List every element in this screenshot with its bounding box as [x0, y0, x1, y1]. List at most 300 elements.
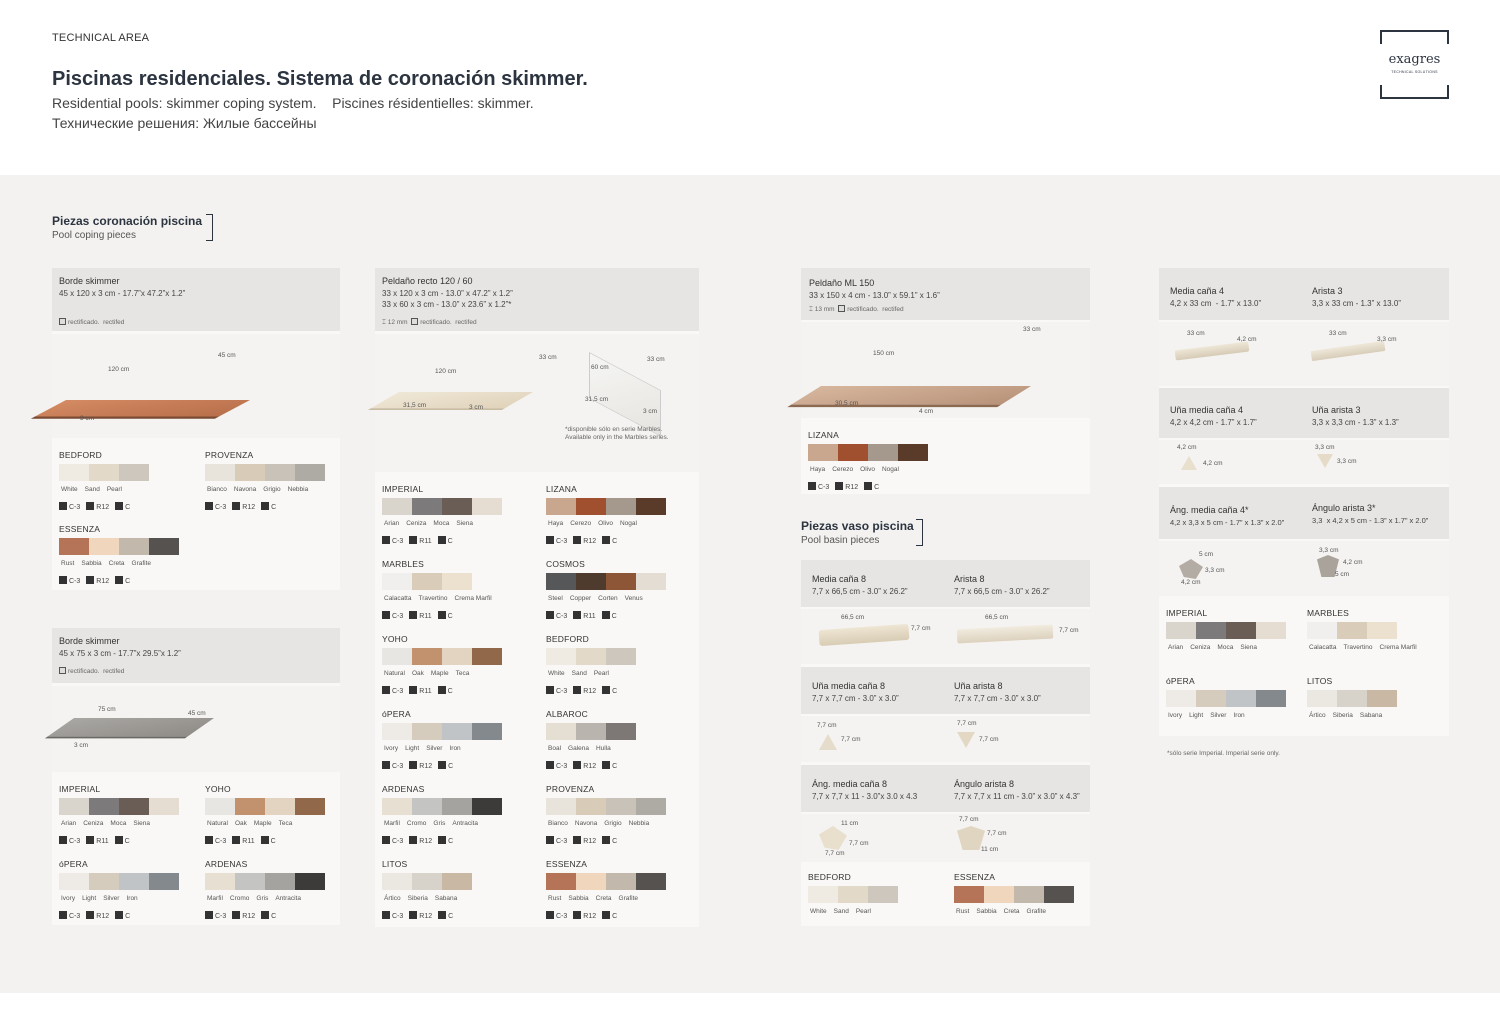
thickness-icon: ⌶ — [809, 306, 813, 313]
color-swatch — [954, 886, 984, 903]
spec-label: R12 — [583, 838, 597, 845]
color-names — [1168, 644, 1264, 651]
color-swatch — [205, 464, 235, 481]
coping-section-title: Piezas coronación piscina — [52, 214, 203, 228]
spec-icon — [382, 611, 390, 619]
color-swatch — [382, 873, 412, 890]
color-swatch — [89, 538, 119, 555]
color-names — [548, 595, 650, 602]
color-swatch — [89, 873, 119, 890]
color-name: Oak — [234, 820, 247, 827]
spec-label: C — [270, 838, 276, 845]
collection-imperial — [52, 776, 194, 847]
dim-length: 120 cm — [108, 366, 130, 373]
una-media-cana-shape — [819, 734, 837, 750]
thickness-label: 12 mm — [387, 319, 408, 326]
spec-icon — [546, 911, 554, 919]
color-names — [548, 670, 616, 677]
color-swatch — [1307, 690, 1337, 707]
una-arista-shape — [1317, 454, 1333, 468]
product-illustration — [801, 814, 1090, 862]
color-swatch — [1367, 690, 1397, 707]
color-name: Ivory — [384, 745, 399, 752]
spec-icon — [409, 761, 417, 769]
color-swatches — [954, 886, 1074, 903]
color-swatches — [1307, 690, 1397, 707]
color-names — [384, 520, 480, 527]
angulo-media-cana-shape — [1179, 559, 1203, 579]
color-name: Marfil — [207, 895, 223, 902]
color-name: Haya — [548, 520, 564, 527]
color-swatches — [546, 648, 636, 665]
product-illustration — [801, 609, 1090, 664]
color-name: Teca — [455, 670, 470, 677]
color-swatch — [868, 886, 898, 903]
spec-label: R12 — [96, 504, 110, 511]
color-swatch — [1226, 690, 1256, 707]
dim-thickness: 3 cm — [74, 742, 89, 749]
spec-label: R12 — [583, 913, 597, 920]
technical-icons — [382, 761, 459, 770]
spec-icon — [602, 686, 610, 694]
color-swatches — [205, 873, 325, 890]
product-title: Media caña 8 — [812, 574, 867, 584]
collection-name: BEDFORD — [59, 450, 102, 460]
collection-lizana — [539, 476, 699, 547]
color-swatch — [149, 538, 179, 555]
color-swatch — [1196, 622, 1226, 639]
technical-icons — [59, 576, 136, 585]
color-swatch — [606, 873, 636, 890]
color-swatch — [576, 648, 606, 665]
collection-name: LITOS — [382, 859, 408, 869]
spec-label: C — [124, 838, 130, 845]
color-name: Arian — [61, 820, 77, 827]
collection-cosmos — [539, 551, 699, 622]
spec-icon — [232, 911, 240, 919]
collection-bedford — [52, 442, 194, 512]
page-title: Piscinas residenciales. Sistema de coronación skimmer. — [52, 68, 588, 90]
spec-label: R12 — [242, 913, 256, 920]
spec-label: R12 — [96, 913, 110, 920]
spec-icon — [573, 686, 581, 694]
collection-marbles — [1300, 600, 1449, 664]
collection-name: MARBLES — [382, 559, 425, 569]
color-swatches — [808, 444, 928, 461]
color-swatch — [149, 798, 179, 815]
color-swatch — [1367, 622, 1397, 639]
product-dimensions: 7,7 x 66,5 cm - 3.0” x 26.2” — [954, 587, 1050, 596]
color-swatches — [1166, 690, 1286, 707]
collection-name: YOHO — [205, 784, 231, 794]
collection-imperial — [375, 476, 535, 547]
collection-name: ARDENAS — [205, 859, 248, 869]
finish-rectified — [59, 318, 124, 326]
spec-label: R12 — [583, 688, 597, 695]
dim-width: 3,3 cm — [1377, 336, 1397, 343]
color-name: Silver — [426, 745, 443, 752]
spec-icon — [808, 482, 816, 490]
spec-icon — [205, 836, 213, 844]
subtitle-ru: Технические решения: Жилые бассейны — [52, 115, 317, 131]
color-swatch — [295, 798, 325, 815]
product-title: Uña arista 8 — [954, 681, 1003, 691]
color-swatches — [1307, 622, 1397, 639]
product-title: Media caña 4 — [1170, 286, 1225, 296]
spec-label: C — [448, 763, 454, 770]
product-dimensions: 7,7 x 7,7 cm - 3.0” x 3.0” — [954, 694, 1041, 703]
spec-icon — [573, 911, 581, 919]
collection-name: ARDENAS — [382, 784, 425, 794]
spec-icon — [409, 686, 417, 694]
logo-frame-top — [1380, 30, 1449, 44]
color-swatch — [838, 444, 868, 461]
color-swatches — [546, 498, 666, 515]
color-name: Pearl — [106, 486, 122, 493]
dim-nose: 30,5 cm — [835, 400, 859, 407]
color-swatches — [205, 464, 325, 481]
una-media-cana-shape — [1181, 456, 1197, 470]
product-title: Peldaño ML 150 — [809, 278, 875, 288]
color-swatch — [382, 498, 412, 515]
color-name: Siena — [133, 820, 150, 827]
collection-essenza — [947, 864, 1090, 926]
color-swatches — [546, 573, 666, 590]
spec-label: C — [447, 688, 453, 695]
color-swatch — [1256, 622, 1286, 639]
rectified-label: rectifed — [103, 668, 125, 675]
rectificado-label: rectificado. — [68, 668, 100, 675]
spec-icon — [438, 536, 446, 544]
color-swatch — [59, 538, 89, 555]
color-name: Sand — [84, 486, 100, 493]
spec-icon — [115, 836, 123, 844]
technical-icons — [59, 911, 136, 920]
color-swatch — [1166, 622, 1196, 639]
collection-ardenas — [198, 851, 340, 923]
product-title: Áng. media caña 4* — [1170, 505, 1249, 515]
color-name: Sabbia — [81, 560, 102, 567]
collection-yoho — [198, 776, 340, 847]
collection-name: óPERA — [59, 859, 88, 869]
product-dimensions: 33 x 120 x 3 cm - 13.0” x 47.2” x 1.2” 33 x 60 x 3 cm - 13.0” x 23.6” x 1.2”* — [382, 289, 513, 309]
spec-icon — [59, 836, 67, 844]
section-bracket — [206, 214, 213, 241]
peldano-recto-card — [375, 268, 699, 927]
spec-label: C-3 — [69, 578, 81, 585]
color-name: Oak — [411, 670, 424, 677]
collection-name: ESSENZA — [59, 524, 101, 534]
color-name: Cromo — [229, 895, 250, 902]
color-name: Ivory — [1168, 712, 1183, 719]
collection-marbles — [375, 551, 535, 622]
card-header — [801, 560, 1090, 607]
spec-label: R11 — [419, 613, 432, 620]
spec-icon — [835, 482, 843, 490]
dim-a: 5 cm — [1199, 551, 1214, 558]
color-names — [207, 895, 308, 902]
spec-label: C — [125, 504, 131, 511]
color-swatch — [546, 873, 576, 890]
color-swatch — [576, 873, 606, 890]
color-swatch — [1166, 690, 1196, 707]
slab-shape — [45, 718, 214, 738]
product-title: Uña arista 3 — [1312, 405, 1361, 415]
spec-label: C-3 — [392, 538, 404, 545]
color-name: Travertino — [418, 595, 448, 602]
technical-icons — [382, 686, 459, 695]
color-name: Sabbia — [568, 895, 589, 902]
color-swatch — [235, 464, 265, 481]
dim-a: 11 cm — [841, 820, 859, 827]
rectified-icon — [838, 305, 845, 312]
color-name: Grigio — [604, 820, 622, 827]
spec-icon — [602, 911, 610, 919]
rectified-label: rectifed — [882, 306, 904, 313]
spec-label: C-3 — [392, 763, 404, 770]
color-name: Creta — [1003, 908, 1020, 915]
spec-label: C — [612, 763, 618, 770]
product-title: Ángulo arista 8 — [954, 779, 1015, 789]
spec-label: C-3 — [556, 688, 568, 695]
spec-label: C-3 — [556, 538, 568, 545]
spec-icon — [261, 836, 269, 844]
card-header — [801, 268, 1090, 320]
color-name: Natural — [207, 820, 228, 827]
technical-icons — [546, 911, 623, 920]
color-name: Olivo — [860, 466, 875, 473]
color-name: Ivory — [61, 895, 76, 902]
color-swatch — [576, 798, 606, 815]
color-names — [207, 486, 315, 493]
technical-icons — [546, 761, 623, 770]
page-header — [0, 0, 1500, 175]
color-swatch — [606, 723, 636, 740]
color-swatch — [1307, 622, 1337, 639]
spec-icon — [438, 911, 446, 919]
dim-b: 4,2 cm — [1203, 460, 1223, 467]
color-name: Maple — [253, 820, 272, 827]
spec-label: C-3 — [392, 688, 404, 695]
spec-label: R12 — [242, 504, 256, 511]
angulo-media-cana-shape — [819, 826, 847, 850]
basin-section-title: Piezas vaso piscina — [801, 519, 914, 533]
spec-icon — [261, 911, 269, 919]
color-swatch — [576, 723, 606, 740]
color-swatch — [442, 723, 472, 740]
color-swatch — [472, 798, 502, 815]
spec-icon — [86, 911, 94, 919]
color-swatch — [412, 798, 442, 815]
spec-label: R11 — [96, 838, 109, 845]
color-names — [384, 820, 485, 827]
product-title: Uña media caña 4 — [1170, 405, 1244, 415]
spec-icon — [232, 836, 240, 844]
coping-section-subtitle: Pool coping pieces — [52, 230, 136, 241]
color-swatch — [636, 573, 666, 590]
spec-label: C-3 — [215, 838, 227, 845]
thickness-icon: ⌶ — [382, 319, 386, 326]
dim-b: 3,3 cm — [1205, 567, 1225, 574]
spec-label: C — [448, 838, 454, 845]
color-name: Siberia — [1332, 712, 1353, 719]
dim-length: 33 cm — [1187, 330, 1205, 337]
spec-label: C-3 — [818, 484, 830, 491]
color-swatch — [868, 444, 898, 461]
color-swatch — [636, 798, 666, 815]
color-names — [1309, 712, 1389, 719]
collection-name: LITOS — [1307, 676, 1333, 686]
collection-yoho — [375, 626, 535, 697]
color-name: Iron — [1233, 712, 1245, 719]
dim-thickness-60: 3 cm — [643, 408, 658, 415]
product-illustration — [1159, 322, 1449, 386]
color-swatch — [442, 498, 472, 515]
color-name: Sand — [833, 908, 849, 915]
dim-length: 66,5 cm — [841, 614, 865, 621]
spec-label: C — [612, 838, 618, 845]
spec-icon — [115, 911, 123, 919]
collection-name: LIZANA — [546, 484, 577, 494]
color-name: Gris — [256, 895, 269, 902]
dim-c: 7,7 cm — [825, 850, 845, 857]
spec-icon — [573, 761, 581, 769]
product-illustration — [1159, 541, 1449, 596]
borde-skimmer-120-card — [52, 268, 340, 590]
dim-b: 7,7 cm — [987, 830, 1007, 837]
spec-icon — [409, 611, 417, 619]
color-name: Sabana — [434, 895, 458, 902]
color-name: Moca — [110, 820, 127, 827]
technical-icons — [205, 911, 282, 920]
dim-width: 45 cm — [188, 710, 206, 717]
color-swatch — [295, 464, 325, 481]
product-dimensions: 45 x 75 x 3 cm - 17.7”x 29.5”x 1.2” — [59, 649, 181, 658]
collection-name: óPERA — [1166, 676, 1195, 686]
color-name: Calacatta — [384, 595, 412, 602]
spec-icon — [409, 536, 417, 544]
card-header — [1159, 487, 1449, 539]
technical-icons — [59, 502, 136, 511]
color-swatches — [59, 464, 149, 481]
color-names — [384, 595, 499, 602]
footnote: *sólo serie Imperial. Imperial serie only. — [1167, 750, 1280, 757]
rectificado-label: rectificado. — [847, 306, 879, 313]
spec-icon — [205, 502, 213, 510]
collection-name: óPERA — [382, 709, 411, 719]
card-header — [801, 667, 1090, 714]
collection-albaroc — [539, 701, 699, 772]
spec-icon — [573, 611, 581, 619]
color-swatch — [382, 723, 412, 740]
color-name: White — [548, 670, 565, 677]
color-name: Antracita — [275, 895, 301, 902]
media-cana-shape — [1175, 342, 1250, 361]
product-title: Ángulo arista 3* — [1312, 503, 1376, 513]
small-pieces-card — [1159, 268, 1449, 736]
product-title: Arista 3 — [1312, 286, 1343, 296]
color-swatch — [89, 798, 119, 815]
spec-label: C-3 — [69, 913, 81, 920]
color-swatch — [382, 798, 412, 815]
color-name: Galena — [568, 745, 589, 752]
collection-bedford — [801, 864, 943, 926]
finish-rectified — [59, 667, 124, 675]
technical-icons — [205, 502, 282, 511]
dim-a: 3,3 cm — [1315, 444, 1335, 451]
spec-label: C-3 — [556, 913, 568, 920]
dim-width: 33 cm — [539, 354, 557, 361]
color-name: Nebbia — [287, 486, 309, 493]
collection-opera — [1159, 668, 1296, 734]
color-name: Nogal — [881, 466, 899, 473]
collection-name: LIZANA — [808, 430, 839, 440]
color-names — [810, 466, 906, 473]
color-name: Cromo — [406, 820, 427, 827]
spec-icon — [261, 502, 269, 510]
color-name: Sand — [571, 670, 587, 677]
spec-label: R12 — [419, 763, 433, 770]
card-header — [52, 628, 340, 683]
color-swatch — [606, 648, 636, 665]
color-swatch — [808, 886, 838, 903]
color-name: Arian — [1168, 644, 1184, 651]
color-swatch — [898, 444, 928, 461]
borde-skimmer-75-card — [52, 628, 340, 925]
color-swatch — [442, 648, 472, 665]
color-swatch — [808, 444, 838, 461]
dim-thickness: 3 cm — [80, 415, 95, 422]
color-swatch — [442, 573, 472, 590]
color-name: Copper — [569, 595, 592, 602]
rectified-label: rectifed — [455, 319, 477, 326]
color-name: Crema Marfil — [1379, 644, 1417, 651]
color-name: Grafite — [618, 895, 639, 902]
color-name: Natural — [384, 670, 405, 677]
spec-label: C — [612, 538, 618, 545]
color-name: Calacatta — [1309, 644, 1337, 651]
slab-shape — [31, 400, 250, 419]
color-swatch — [119, 464, 149, 481]
basin-pieces-card — [801, 560, 1090, 926]
dim-nose: 31,5 cm — [403, 402, 427, 409]
spec-icon — [382, 761, 390, 769]
spec-label: C-3 — [69, 838, 81, 845]
una-arista-shape — [957, 732, 975, 748]
technical-icons — [546, 611, 623, 620]
rectified-icon — [59, 667, 66, 674]
color-names — [548, 895, 645, 902]
color-name: Cerezo — [832, 466, 854, 473]
collection-litos — [375, 851, 535, 925]
spec-label: C — [271, 913, 277, 920]
spec-icon — [602, 761, 610, 769]
card-header — [1159, 268, 1449, 320]
color-swatch — [295, 873, 325, 890]
spec-icon — [546, 761, 554, 769]
dim-thickness: 4 cm — [919, 408, 934, 415]
spec-icon — [546, 686, 554, 694]
color-swatch — [59, 873, 89, 890]
technical-icons — [546, 686, 623, 695]
finish-rectified — [809, 305, 904, 314]
color-names — [548, 745, 618, 752]
color-swatch — [546, 573, 576, 590]
color-swatch — [576, 498, 606, 515]
color-name: Iron — [449, 745, 461, 752]
section-bracket — [916, 519, 923, 546]
color-names — [1168, 712, 1252, 719]
